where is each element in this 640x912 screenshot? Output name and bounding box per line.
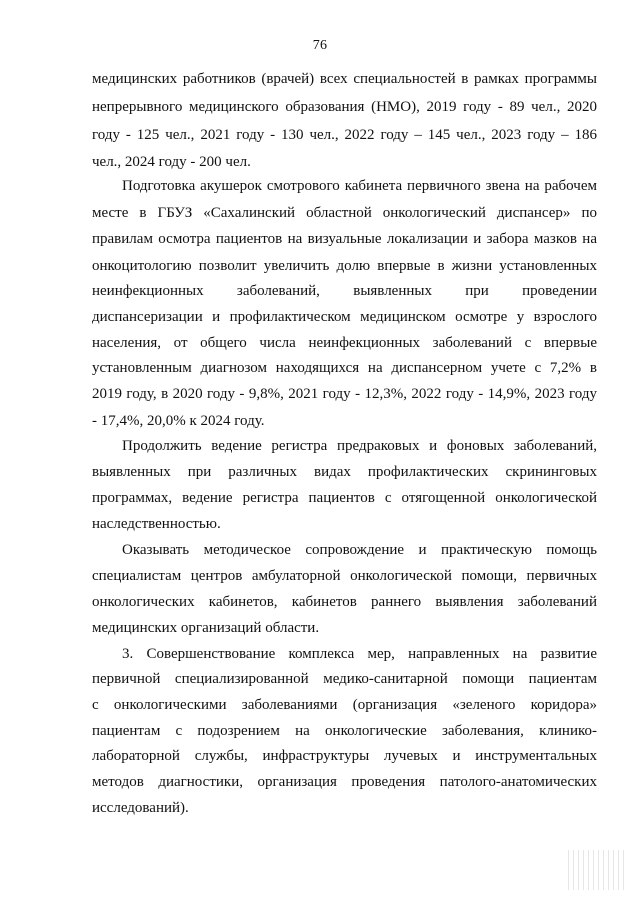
text-line: наследственностью. — [92, 516, 221, 532]
text-line: с онкологическими заболеваниями (организация «зеленого коридора» — [92, 697, 597, 713]
text-line: правилам осмотра пациентов на визуальные локализации и забора мазков на — [92, 231, 597, 247]
text-line: Продолжить ведение регистра предраковых и фоновых заболеваний, — [122, 438, 597, 454]
text-line: программах, ведение регистра пациентов с отягощенной онкологической — [92, 490, 597, 506]
text-line: специалистам центров амбулаторной онкологической помощи, первичных — [92, 568, 597, 584]
text-line: онкологических кабинетов, кабинетов раннего выявления заболеваний — [92, 594, 597, 610]
text-line: населения, от общего числа неинфекционных заболеваний с впервые — [92, 335, 597, 351]
text-line: установленным диагнозом находящихся на диспансерном учете с 7,2% в — [92, 360, 597, 376]
scan-artifact — [568, 850, 628, 890]
text-line: лабораторной службы, инфраструктуры лучевых и инструментальных — [92, 748, 597, 764]
text-line: исследований). — [92, 800, 189, 816]
page-number: 76 — [312, 38, 328, 53]
text-line: неинфекционных заболеваний, выявленных при проведении — [92, 283, 597, 299]
text-line: Оказывать методическое сопровождение и практическую помощь — [122, 542, 597, 558]
text-line: месте в ГБУЗ «Сахалинский областной онкологический диспансер» по — [92, 205, 597, 221]
text-line: пациентам с подозрением на онкологические заболевания, клинико- — [92, 723, 597, 739]
text-line: - 17,4%, 20,0% к 2024 году. — [92, 413, 265, 429]
text-line: году - 125 чел., 2021 году - 130 чел., 2022 году – 145 чел., 2023 году – 186 — [92, 127, 597, 143]
text-line: выявленных при различных видах профилактических скрининговых — [92, 464, 597, 480]
text-line: диспансеризации и профилактическом медицинском осмотре у взрослого — [92, 309, 597, 325]
text-line: медицинских работников (врачей) всех специальностей в рамках программы — [92, 71, 597, 87]
text-line: 2019 году, в 2020 году - 9,8%, 2021 году - 12,3%, 2022 году - 14,9%, 2023 году — [92, 386, 597, 402]
text-line: 3. Совершенствование комплекса мер, направленных на развитие — [122, 646, 597, 662]
text-line: онкоцитологию позволит увеличить долю впервые в жизни установленных — [92, 258, 597, 274]
text-line: первичной специализированной медико-санитарной помощи пациентам — [92, 671, 597, 687]
text-line: чел., 2024 году - 200 чел. — [92, 154, 251, 170]
text-line: Подготовка акушерок смотрового кабинета первичного звена на рабочем — [122, 178, 597, 194]
text-line: непрерывного медицинского образования (НМО), 2019 году - 89 чел., 2020 — [92, 99, 597, 115]
text-line: медицинских организаций области. — [92, 620, 320, 636]
text-line: методов диагностики, организация проведения патолого-анатомических — [92, 774, 597, 790]
